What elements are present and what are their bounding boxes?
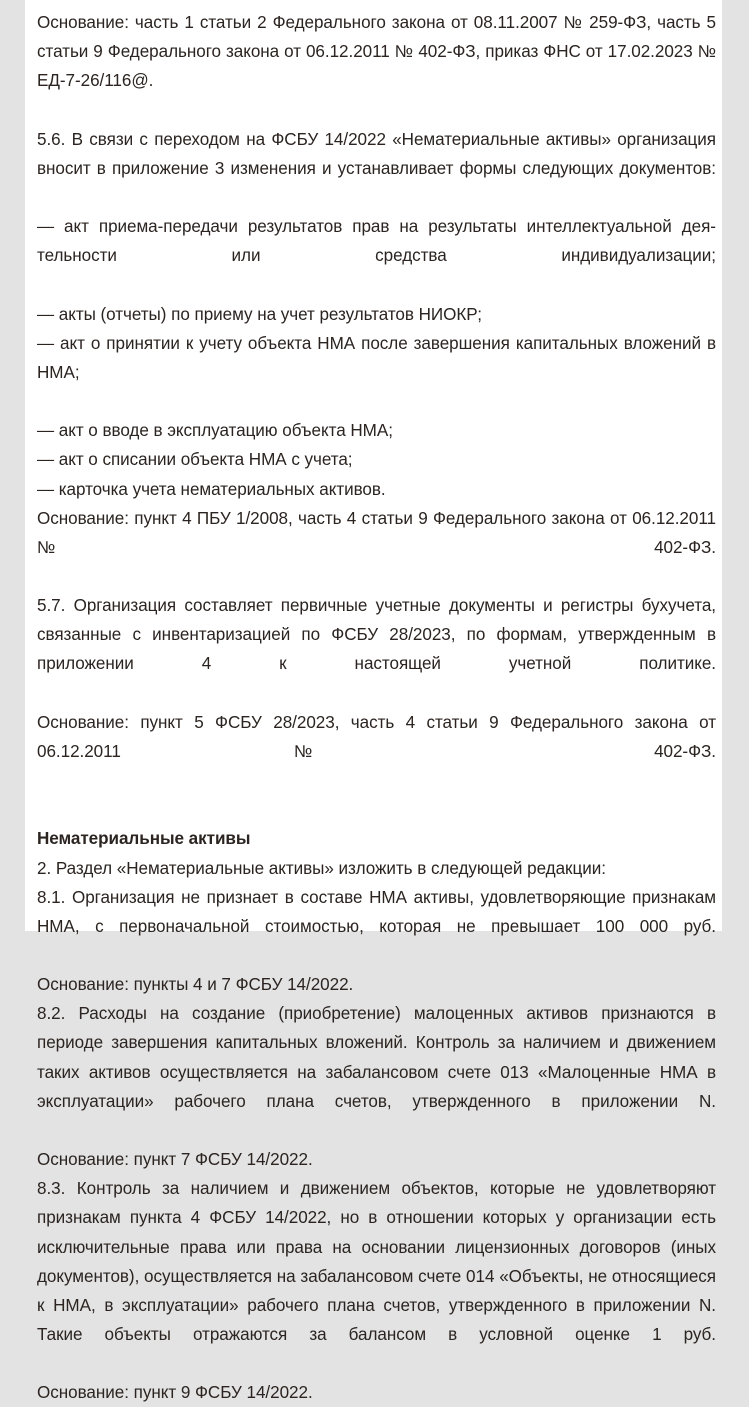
- paragraph-8-1: 8.1. Организация не признает в составе НМА активы, удовлетворяющие признакам НМА, с первоначальной стоимостью, которая не превышает 100 000 руб.: [37, 887, 716, 936]
- paragraph-5-6: 5.6. В связи с переходом на ФСБУ 14/2022 «Нематериальные активы» организация вносит в приложение 3 изменения и устанавливает формы следующих документов:: [37, 129, 716, 178]
- paragraph-osnovanie-1: Основание: часть 1 статьи 2 Федерального закона от 08.11.2007 № 259-ФЗ, часть 5 статьи 9 Федерального закона от 06.12.2011 № 402-ФЗ, приказ ФНС от 17.02.2023 № ЕД-7-26/116@.: [37, 13, 716, 91]
- paragraph-gap: [37, 795, 716, 824]
- list-item-akt-spisanie: — акт о списании объекта НМА с учета;: [37, 450, 353, 470]
- paragraph-osnovanie-3: Основание: пункт 5 ФСБУ 28/2023, часть 4 статьи 9 Федерального закона от 06.12.2011 № 402-ФЗ.: [37, 712, 716, 761]
- paragraph-8-3: 8.3. Контроль за наличием и движением объектов, которые не удовлетворяют признакам пункта 4 ФСБУ 14/2022, но в отношении которых у организации есть исключительные права или права на основании лицензионных договоров (иных документов), осуществляется на забалансовом счете 014 «Объекты, не относящиеся к НМА, в эксплуатации» рабочего плана счетов, утвержденного в приложении N. Такие объекты отражаются за балансом в условной оценке 1 руб.: [37, 1179, 716, 1345]
- list-item-akt-prinyatie-k-uchetu: — акт о принятии к учету объекта НМА после завершения капитальных вложений в НМА;: [37, 333, 716, 382]
- document-page: [25, 0, 722, 1403]
- list-item-akt-vvod-v-ekspluataciyu: — акт о вводе в эксплуатацию объекта НМА;: [37, 421, 393, 441]
- paragraph-5-7: 5.7. Организация составляет первичные учетные документы и регистры бухучета, связанные с инвентаризацией по ФСБУ 28/2023, по формам, утвержденным в приложении 4 к настоящей учетной политике.: [37, 596, 716, 674]
- paragraph-razdel-2: 2. Раздел «Нематериальные активы» изложить в следующей редакции:: [37, 858, 606, 878]
- section-heading-nematerialnye-aktivy: Нематериальные активы: [37, 829, 251, 849]
- list-item-kartochka-ucheta: — карточка учета нематериальных активов.: [37, 479, 386, 499]
- paragraph-osnovanie-5: Основание: пункт 7 ФСБУ 14/2022.: [37, 1150, 313, 1170]
- paragraph-8-2: 8.2. Расходы на создание (приобретение) малоценных активов признаются в периоде завершения капитальных вложений. Контроль за наличием и движением таких активов осуществляется на забалансовом счете 013 «Малоценные НМА в эксплуатации» рабочего плана счетов, утвержденного в приложении N.: [37, 1004, 716, 1111]
- document-text-column: [37, 8, 716, 1407]
- page-right-margin: [722, 0, 749, 940]
- paragraph-osnovanie-2: Основание: пункт 4 ПБУ 1/2008, часть 4 статьи 9 Федерального закона от 06.12.2011 № 402-ФЗ.: [37, 508, 716, 557]
- page-left-margin: [0, 0, 25, 940]
- paragraph-osnovanie-6: Основание: пункт 9 ФСБУ 14/2022.: [37, 1383, 313, 1403]
- list-item-akt-priema-peredachi: — акт приема-передачи результатов прав на результаты интеллектуальной деятельности или средства индивидуализации;: [37, 217, 716, 266]
- list-item-akty-otchety-niokr: — акты (отчеты) по приему на учет результатов НИОКР;: [37, 304, 482, 324]
- paragraph-osnovanie-4: Основание: пункты 4 и 7 ФСБУ 14/2022.: [37, 975, 354, 995]
